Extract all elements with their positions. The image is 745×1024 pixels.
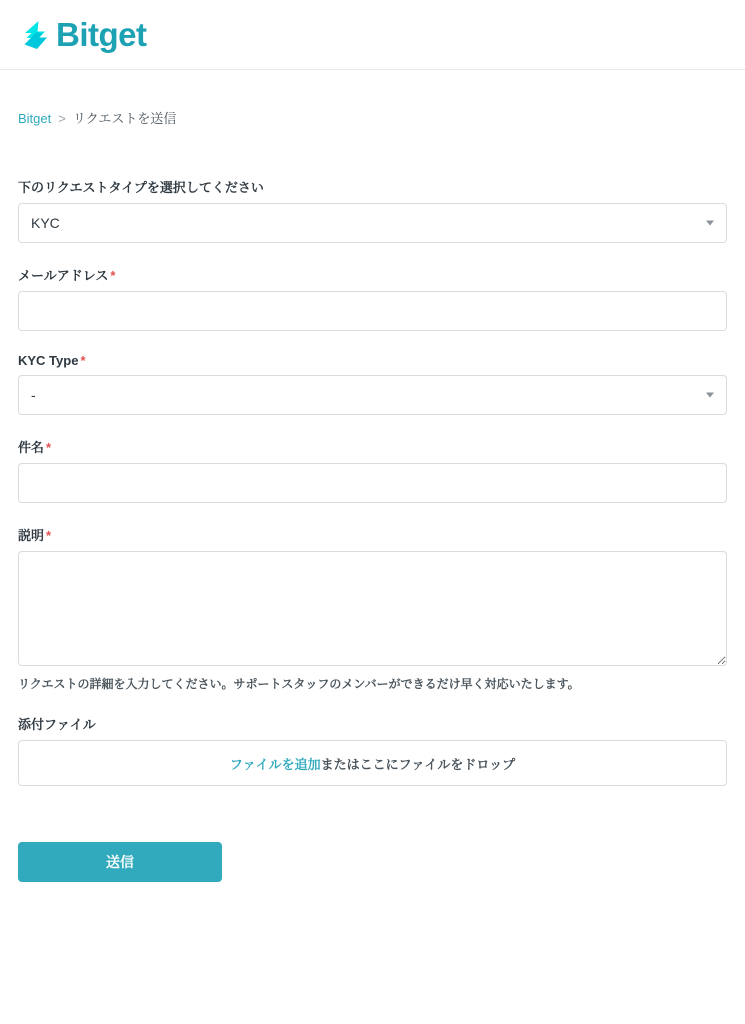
subject-required-marker: * xyxy=(46,440,52,455)
subject-label xyxy=(18,437,727,456)
add-file-link[interactable]: ファイルを追加 xyxy=(229,756,321,772)
breadcrumb xyxy=(0,70,745,127)
attachments-label: 添付ファイル xyxy=(18,717,96,732)
breadcrumb-separator: > xyxy=(58,111,66,126)
drop-file-text: またはここにファイルをドロップ xyxy=(320,756,516,772)
bitget-logo-icon xyxy=(18,18,52,52)
breadcrumb-home-link[interactable]: Bitget xyxy=(18,111,52,126)
subject-field[interactable] xyxy=(18,463,727,503)
request-form xyxy=(0,177,745,882)
field-description xyxy=(18,525,727,692)
kyc-type-select[interactable] xyxy=(18,375,727,415)
field-email xyxy=(18,265,727,331)
chevron-down-icon xyxy=(706,221,714,226)
field-attachments xyxy=(18,714,727,786)
kyc-type-label-text: KYC Type xyxy=(18,353,79,368)
attachment-dropzone[interactable] xyxy=(18,740,727,786)
site-header xyxy=(0,0,745,70)
description-field[interactable] xyxy=(18,551,727,666)
submit-row xyxy=(18,842,727,882)
email-label-text: メールアドレス xyxy=(18,268,109,283)
chevron-down-icon xyxy=(706,393,714,398)
request-type-label: 下のリクエストタイプを選択してください xyxy=(18,180,264,195)
bitget-logo[interactable] xyxy=(18,18,147,52)
kyc-type-label xyxy=(18,353,727,368)
description-label xyxy=(18,525,727,544)
field-request-type xyxy=(18,177,727,243)
field-kyc-type xyxy=(18,353,727,415)
email-label xyxy=(18,265,727,284)
bitget-logo-text: Bitget xyxy=(56,16,147,53)
request-type-select[interactable] xyxy=(18,203,727,243)
kyc-type-value: - xyxy=(31,387,36,403)
kyc-type-required-marker: * xyxy=(80,353,86,368)
email-required-marker: * xyxy=(110,268,116,283)
email-field[interactable] xyxy=(18,291,727,331)
breadcrumb-current: リクエストを送信 xyxy=(72,111,177,126)
description-required-marker: * xyxy=(46,528,52,543)
field-subject xyxy=(18,437,727,503)
request-type-value: KYC xyxy=(31,215,60,231)
submit-button[interactable]: 送信 xyxy=(18,842,222,882)
description-label-text: 説明 xyxy=(18,528,45,543)
subject-label-text: 件名 xyxy=(18,440,45,455)
description-hint: リクエストの詳細を入力してください。サポートスタッフのメンバーができるだけ早く対応いたします。 xyxy=(18,677,580,691)
